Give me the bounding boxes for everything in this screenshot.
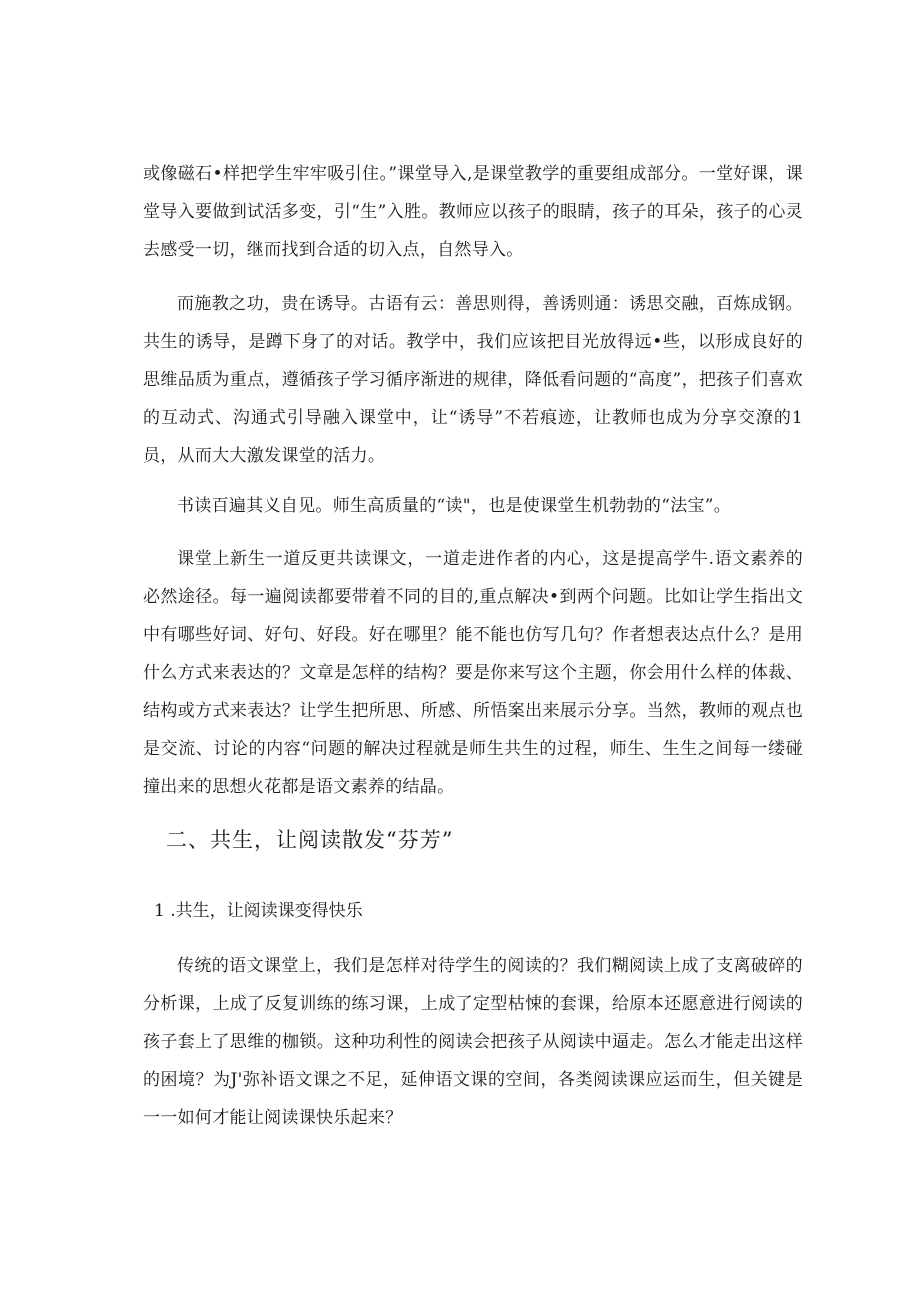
paragraph-reading-quote: 书读百遍其义自见。师生高质量的“读"，也是使课堂生机勃勃的“法宝”。	[177, 496, 732, 516]
paragraph-guidance: 而施教之功，贵在诱导。古语有云：善思则得，善诱则通：诱思交融，百炼成钢。共生的诱导，是蹲下身了的对话。教学中，我们应该把目光放得远•些，以形成良好的思维品质为重点，遵循孩子学习循序渐进的规律，降低看问题的“高度”，把孩子们喜欢的互动式、沟通式引导融入课堂中，让“诱导”不若痕迹，让教师也成为分享交潦的1员，从而大大激发课堂的活力。	[143, 294, 803, 466]
section-heading: 二、共生，让阅读散发“芬芳”	[166, 828, 454, 852]
paragraph-course-introduction: 或像磁石•样把学生牢牢吸引住。”课堂导入,是课堂教学的重要组成部分。一堂好课，课堂导入要做到试活多变，引“生”入胜。教师应以孩子的眼睛，孩子的耳朵，孩子的心灵去感受一切，继而找到合适的切入点，自然导入。	[143, 164, 803, 260]
paragraph-shared-reading: 课堂上新生一道反更共读课文，一道走进作者的内心，这是提高学牛.语文素养的必然途径。每一遍阅读都要带着不同的目的,重点解决•到两个问题。比如让学生指出文中有哪些好词、好句、好段。好在哪里？能不能也仿写几句？作者想表达点什么？是用什么方式来表达的？文章是怎样的结构？要是你来写这个主题，你会用什么样的体裁、结构或方式来表达？让学生把所思、所感、所悟案出来展示分享。当然，教师的观点也是交流、讨论的内容“问题的解决过程就是师生共生的过程，师生、生生之间每一缕碰撞出来的思想火花都是语文素养的结晶。	[143, 549, 803, 797]
paragraph-traditional-classroom: 传统的语文课堂上，我们是怎样对待学生的阅读的？我们糊阅读上成了支离破碎的分析课，上成了反复训练的练习课，上成了定型枯悚的套课，给原本还愿意进行阅读的孩子套上了思维的枷锁。这种功利性的阅读会把孩子从阅读中逼走。怎么才能走出这样的困境？为J'弥补语文课之不足，延伸语文课的空间，各类阅读课应运而生，但关键是一一如何才能让阅读课快乐起来？	[143, 956, 803, 1128]
subsection-heading: 1 .共生，让阅读课变得快乐	[154, 901, 363, 921]
